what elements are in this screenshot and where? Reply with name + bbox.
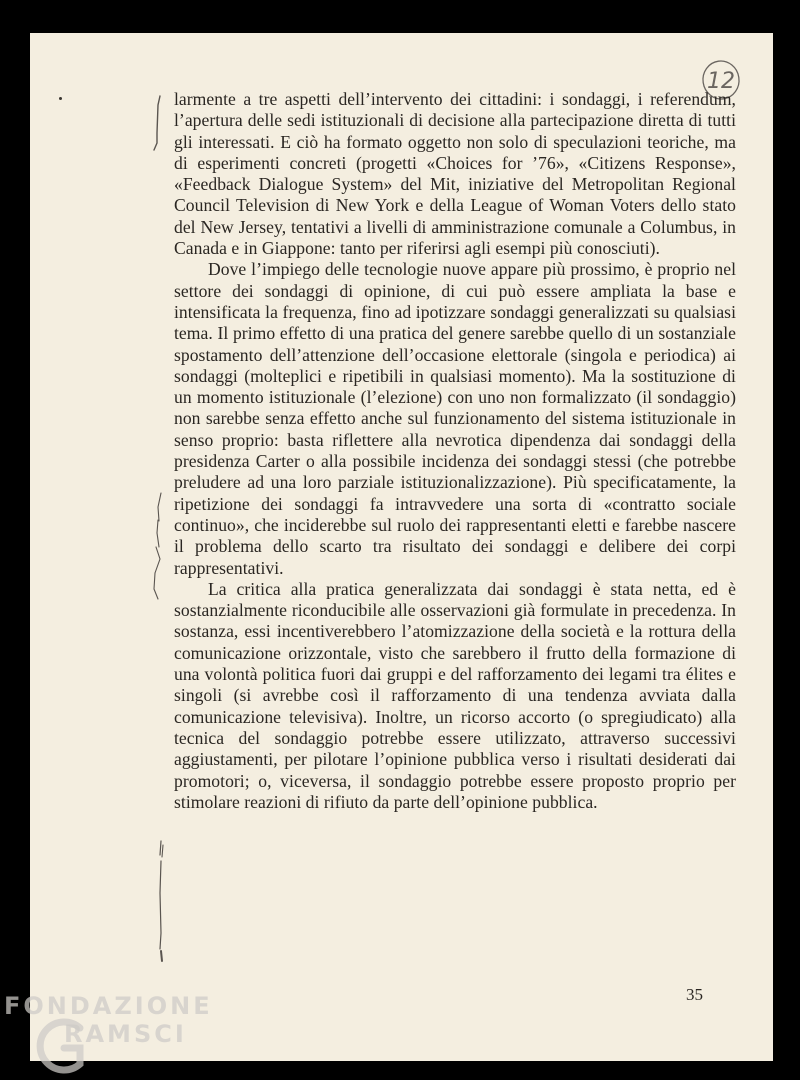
pencil-bracket-2 (158, 493, 161, 521)
pencil-bracket-5 (154, 573, 158, 599)
paragraph-3: La critica alla pratica generalizzata dai sondaggi è stata netta, ed è sostanzialmente riconducibile alle osservazioni già formulate in precedenza. In sostanza, essi incentiverebbero l’atomizzazione della società e la rottura della comunicazione orizzontale, visto che sarebbero il frutto della formazione di una volontà politica fuori dai gruppi e del rafforzamento dei legami tra élites e singoli (si avrebbe così il rafforzamento di una tendenza avviata dalla comunicazione televisiva). Inoltre, un ricorso accorto (o spregiudicato) alla tecnica del sondaggio potrebbe essere utilizzato, attraverso successivi aggiustamenti, per pilotare l’opinione pubblica verso i risultati desiderati dai promotori; o, viceversa, il sondaggio potrebbe essere proposto proprio per stimolare reazioni di rifiuto da parte dell’opinione pubblica. (174, 578, 736, 812)
paragraph-2: Dove l’impiego delle tecnologie nuove appare più prossimo, è proprio nel settore dei sondaggi di opinione, di cui può essere ampliata la base e intensificata la frequenza, fino ad ipotizzare sondaggi generalizzati su qualsiasi tema. Il primo effetto di una pratica del genere sarebbe quello di un sostanziale spostamento dell’attenzione dell’occasione elettorale (singola e periodica) ai sondaggi (molteplici e ripetibili in qualsiasi momento). Ma la sostituzione di un momento istituzionale (l’elezione) con uno non formalizzato (il sondaggio) non sarebbe senza effetto anche sul funzionamento del sistema istituzionale in senso proprio: basta riflettere alla nevrotica dipendenza dai sondaggi della presidenza Carter o alla possibile incidenza dei sondaggi stessi (che potrebbe preludere ad una loro parziale istituzionalizzazione). Più specificatamente, la ripetizione dei sondaggi fa intravvedere una sorta di «contratto sociale continuo», che inciderebbe sul ruolo dei rappresentanti eletti e farebbe nascere il problema dello scarto tra risultato dei sondaggi e delibere dei corpi rappresentativi. (174, 259, 736, 578)
body-text (174, 89, 736, 813)
watermark-line-2: RAMSCI (64, 1020, 187, 1048)
pencil-line-4 (161, 951, 162, 961)
pencil-bracket-4 (155, 547, 160, 573)
ink-speck (59, 97, 62, 100)
pencil-line-3 (160, 861, 161, 949)
page-number: 35 (686, 985, 703, 1004)
pencil-bracket-3 (157, 520, 159, 547)
watermark-logo-g-icon (34, 1016, 90, 1076)
pencil-line-1 (160, 841, 161, 855)
paragraph-1: larmente a tre aspetti dell’intervento dei cittadini: i sondaggi, i referendum, l’apertura delle sedi istituzionali di decisione alla partecipazione diretta di tutti gli interessati. E ciò ha formato oggetto non solo di speculazioni teoriche, ma di esperimenti concreti (progetti «Choices for ’76», «Citizens Response», «Feedback Dialogue System» del Mit, iniziative del Metropolitan Regional Council Television di New York e della League of Woman Voters dello stato del New Jersey, tentativi a livelli di amministrazione comunale a Columbus, in Canada e in Giappone: tanto per riferirsi agli esempi più conosciuti). (174, 89, 736, 259)
pencil-bracket-1 (154, 96, 160, 150)
pencil-line-2 (162, 845, 163, 857)
document-page (30, 33, 773, 1061)
archive-mark-number: 12 (707, 69, 735, 94)
watermark-line-1: FONDAZIONE (4, 992, 213, 1020)
